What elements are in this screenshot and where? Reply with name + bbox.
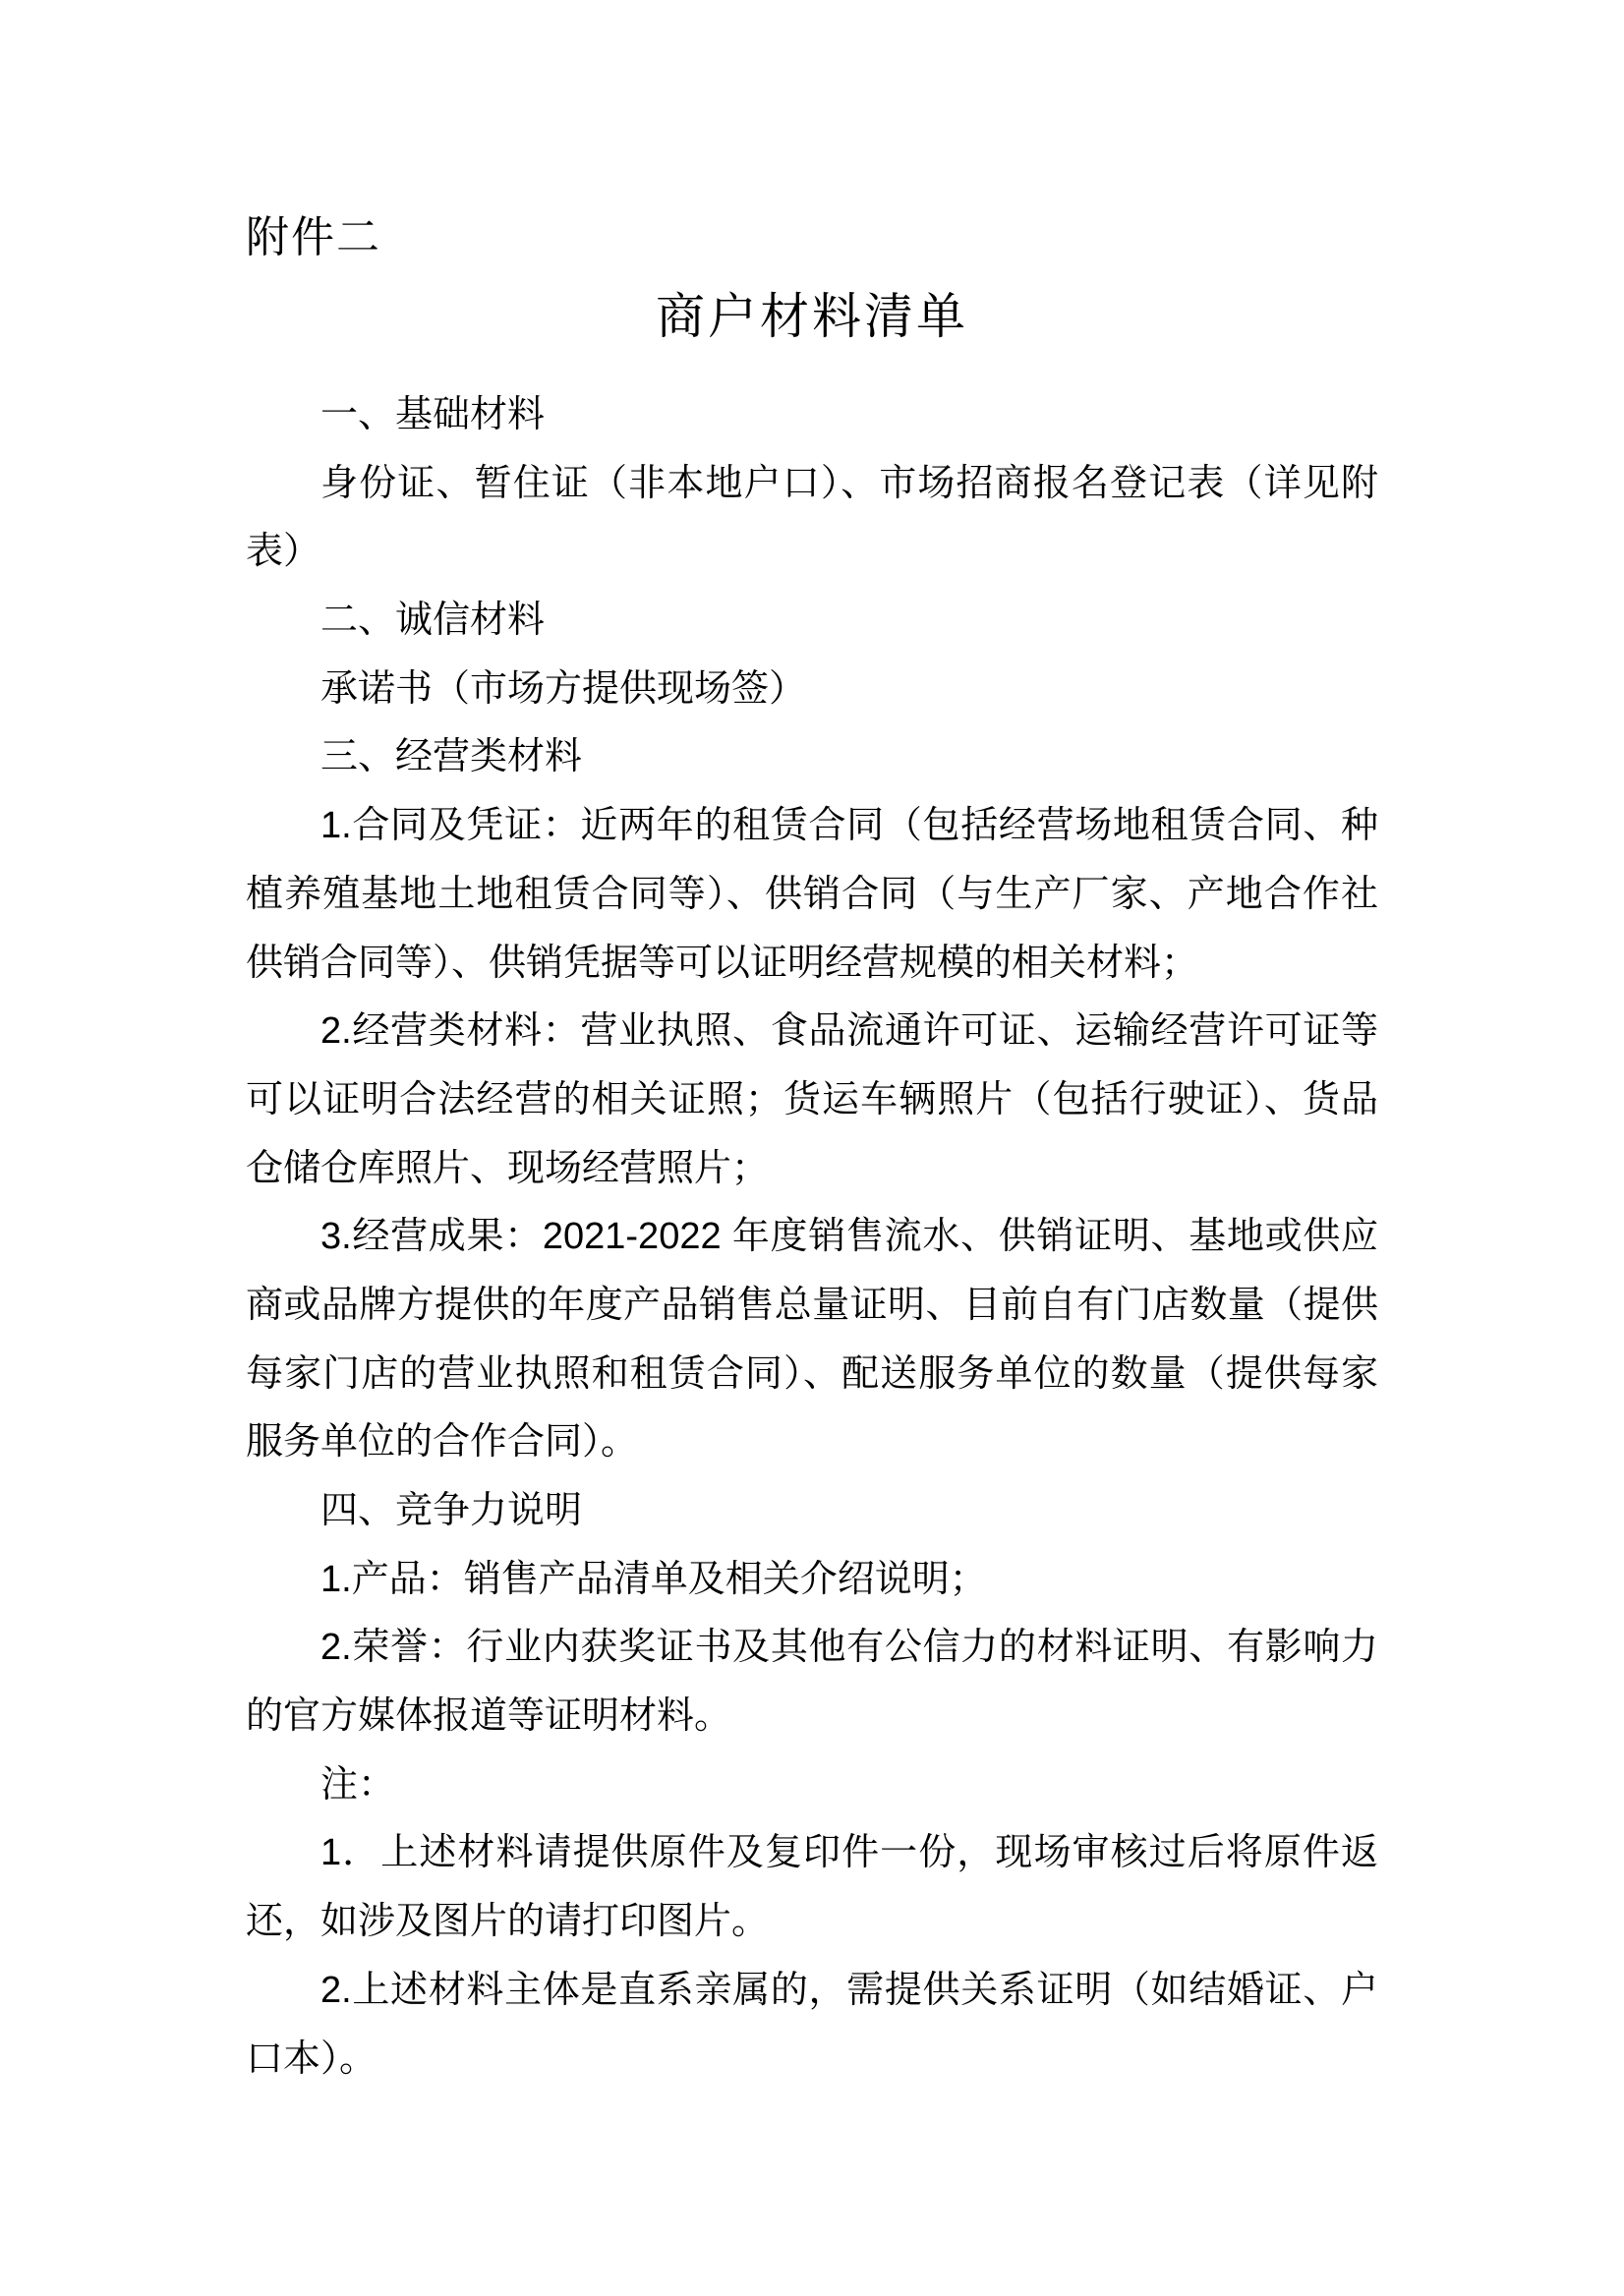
- text-line: 1.产品：销售产品清单及相关介绍说明；: [320, 1558, 987, 1600]
- document-body: [246, 381, 1378, 2094]
- text-line: 1.合同及凭证：近两年的租赁合同（包括经营场地租赁合同、种: [320, 805, 1378, 847]
- text-line: 三、经营类材料: [320, 736, 583, 778]
- text-line: 植养殖基地土地租赁合同等）、供销合同（与生产厂家、产地合作社: [246, 873, 1378, 915]
- text-line: 的官方媒体报道等证明材料。: [246, 1695, 732, 1738]
- attachment-label: 附件二: [246, 213, 381, 261]
- text-line: 身份证、暂住证（非本地户口）、市场招商报名登记表（详见附: [320, 462, 1378, 504]
- page-title: 商户材料清单: [656, 289, 968, 344]
- text-line: 承诺书（市场方提供现场签）: [320, 667, 807, 710]
- text-line: 注：: [320, 1763, 396, 1806]
- text-line: 口本）。: [246, 2038, 377, 2080]
- text-line: 每家门店的营业执照和租赁合同）、配送服务单位的数量（提供每家: [246, 1352, 1378, 1395]
- text-line: 2.荣誉：行业内获奖证书及其他有公信力的材料证明、有影响力: [320, 1627, 1378, 1669]
- text-line: 服务单位的合作合同）。: [246, 1421, 639, 1464]
- text-line: 四、竞争力说明: [320, 1490, 583, 1531]
- text-line: 仓储仓库照片、现场经营照片；: [246, 1147, 770, 1189]
- text-line: 商或品牌方提供的年度产品销售总量证明、目前自有门店数量（提供: [246, 1284, 1378, 1326]
- text-line: 一、基础材料: [320, 394, 546, 435]
- text-line: 可以证明合法经营的相关证照；货运车辆照片（包括行驶证）、货品: [246, 1078, 1378, 1120]
- text-line: 供销合同等）、供销凭据等可以证明经营规模的相关材料；: [246, 942, 1199, 984]
- text-line: 2.上述材料主体是直系亲属的，需提供关系证明（如结婚证、户: [320, 1969, 1378, 2011]
- text-line: 1．上述材料请提供原件及复印件一份，现场审核过后将原件返: [320, 1832, 1378, 1874]
- text-line: 表）: [246, 531, 321, 573]
- text-line: 二、诚信材料: [320, 600, 546, 642]
- text-line: 2.经营类材料：营业执照、食品流通许可证、运输经营许可证等: [320, 1010, 1378, 1053]
- text-line: 3.经营成果：2021-2022 年度销售流水、供销证明、基地或供应: [320, 1216, 1378, 1258]
- text-line: 还，如涉及图片的请打印图片。: [246, 1901, 770, 1943]
